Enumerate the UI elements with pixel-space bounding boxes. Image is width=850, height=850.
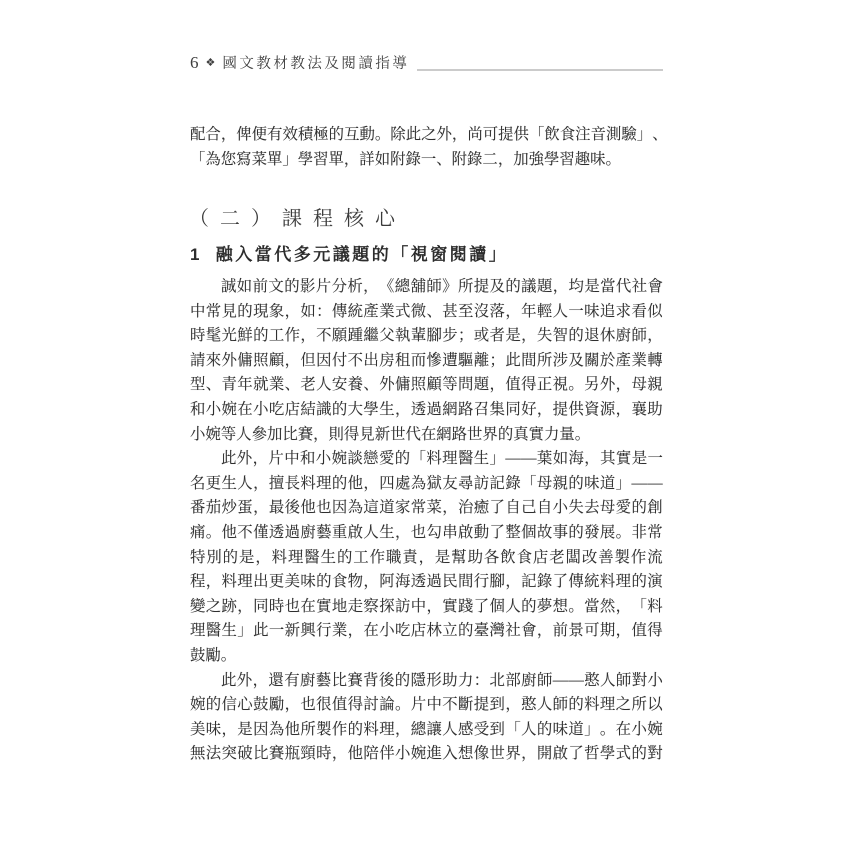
text-line: 理 醫 生 」 此 一 新 興 行 業 ， 在 小 吃 店 林 立 的 臺 灣 社 會 ， 前 景 可 期 ， 值 得 [190, 622, 663, 640]
running-title: 國文教材教法及閱讀指導 [222, 55, 410, 72]
text-line: 婉 的 信 心 鼓 勵 ， 也 很 值 得 討 論 。 片 中 不 斷 提 到 ， 憨 人 師 的 料 理 之 所 以 [190, 696, 663, 714]
text-line: 變 之 跡 ， 同 時 也 在 實 地 走 察 探 訪 中 ， 實 踐 了 個 人 的 夢 想 。 當 然 ， 「 料 [190, 597, 663, 615]
paragraph [190, 275, 663, 447]
text-line: 配 合 ， 俾 便 有 效 積 極 的 互 動 。 除 此 之 外 ， 尚 可 提 供 「 飲 食 注 音 測 驗 」 、 [190, 126, 668, 143]
subsection-title: 融入當代多元議題的「視窗閱讀」 [215, 245, 509, 264]
text-line: 中 常 見 的 現 象 ， 如 ： 傳 統 產 業 式 微 、 甚 至 沒 落 ， 年 輕 人 一 味 追 求 看 似 [190, 302, 663, 320]
body-text-block [190, 275, 663, 767]
text-line: 鼓勵。 [190, 646, 237, 664]
text-line: 型 、 青 年 就 業 、 老 人 安 養 、 外 傭 照 顧 等 問 題 ， 值 得 正 視 。 另 外 ， 母 親 [190, 376, 663, 394]
subsection-number: 1 [190, 245, 200, 264]
intro-paragraph-block [190, 123, 668, 172]
text-line: 特 別 的 是 ， 料 理 醫 生 的 工 作 職 責 ， 是 幫 助 各 飲 食 店 老 闆 改 善 製 作 流 [190, 548, 663, 566]
text-line: 誠 如 前 文 的 影 片 分 析 ， 《 總 舖 師 》 所 提 及 的 議 題 ， 均 是 當 代 社 會 [221, 278, 663, 295]
diamond-separator-icon: ❖ [205, 57, 216, 69]
page-header [190, 54, 663, 71]
section-heading: （二）課程核心 [189, 208, 406, 230]
paragraph [190, 123, 668, 172]
text-line: 痛 。 他 不 僅 透 過 廚 藝 重 啟 人 生 ， 也 勾 串 啟 動 了 整 個 故 事 的 發 展 。 非 常 [190, 523, 663, 541]
paragraph [190, 447, 663, 668]
text-line: 程 ， 料 理 出 更 美 味 的 食 物 ， 阿 海 透 過 民 間 行 腳 ， 記 錄 了 傳 統 料 理 的 演 [190, 573, 663, 591]
text-line: 時 髦 光 鮮 的 工 作 ， 不 願 踵 繼 父 執 輩 腳 步 ； 或 者 是 ， 失 智 的 退 休 廚 師 ， [190, 327, 663, 345]
subsection-heading [190, 240, 508, 265]
text-line: 此 外 ， 還 有 廚 藝 比 賽 背 後 的 隱 形 助 力 ： 北 部 廚 師 — — 憨 人 師 對 小 [221, 671, 663, 689]
text-line: 番 茄 炒 蛋 ， 最 後 他 也 因 為 這 道 家 常 菜 ， 治 癒 了 自 己 自 小 失 去 母 愛 的 創 [190, 499, 663, 517]
text-line: 請 來 外 傭 照 顧 ， 但 因 付 不 出 房 租 而 慘 遭 驅 離 ； 此 間 所 涉 及 關 於 產 業 轉 [190, 351, 663, 369]
text-line: 「為您寫菜單」學習單，詳如附錄一、附錄二，加強學習趣味。 [190, 150, 621, 168]
page-number: 6 [190, 53, 199, 72]
text-line: 無 法 突 破 比 賽 瓶 頸 時 ， 他 陪 伴 小 婉 進 入 想 像 世 界 ， 開 啟 了 哲 學 式 的 對 [190, 745, 663, 763]
text-line: 此 外 ， 片 中 和 小 婉 談 戀 愛 的 「 料 理 醫 生 」 — — 葉 如 海 ， 其 實 是 一 [221, 450, 663, 468]
header-rule [417, 69, 663, 71]
paragraph [190, 669, 663, 767]
text-line: 美 味 ， 是 因 為 他 所 製 作 的 料 理 ， 總 讓 人 感 受 到 「 人 的 味 道 」 。 在 小 婉 [190, 720, 663, 738]
text-line: 和 小 婉 在 小 吃 店 結 識 的 大 學 生 ， 透 過 網 路 召 集 同 好 ， 提 供 資 源 ， 襄 助 [190, 400, 663, 418]
text-line: 小婉等人參加比賽，則得見新世代在網路世界的真實力量。 [190, 425, 591, 443]
text-line: 名 更 生 人 ， 擅 長 料 理 的 他 ， 四 處 為 獄 友 尋 訪 記 錄 「 母 親 的 味 道 」 — — [190, 474, 663, 492]
